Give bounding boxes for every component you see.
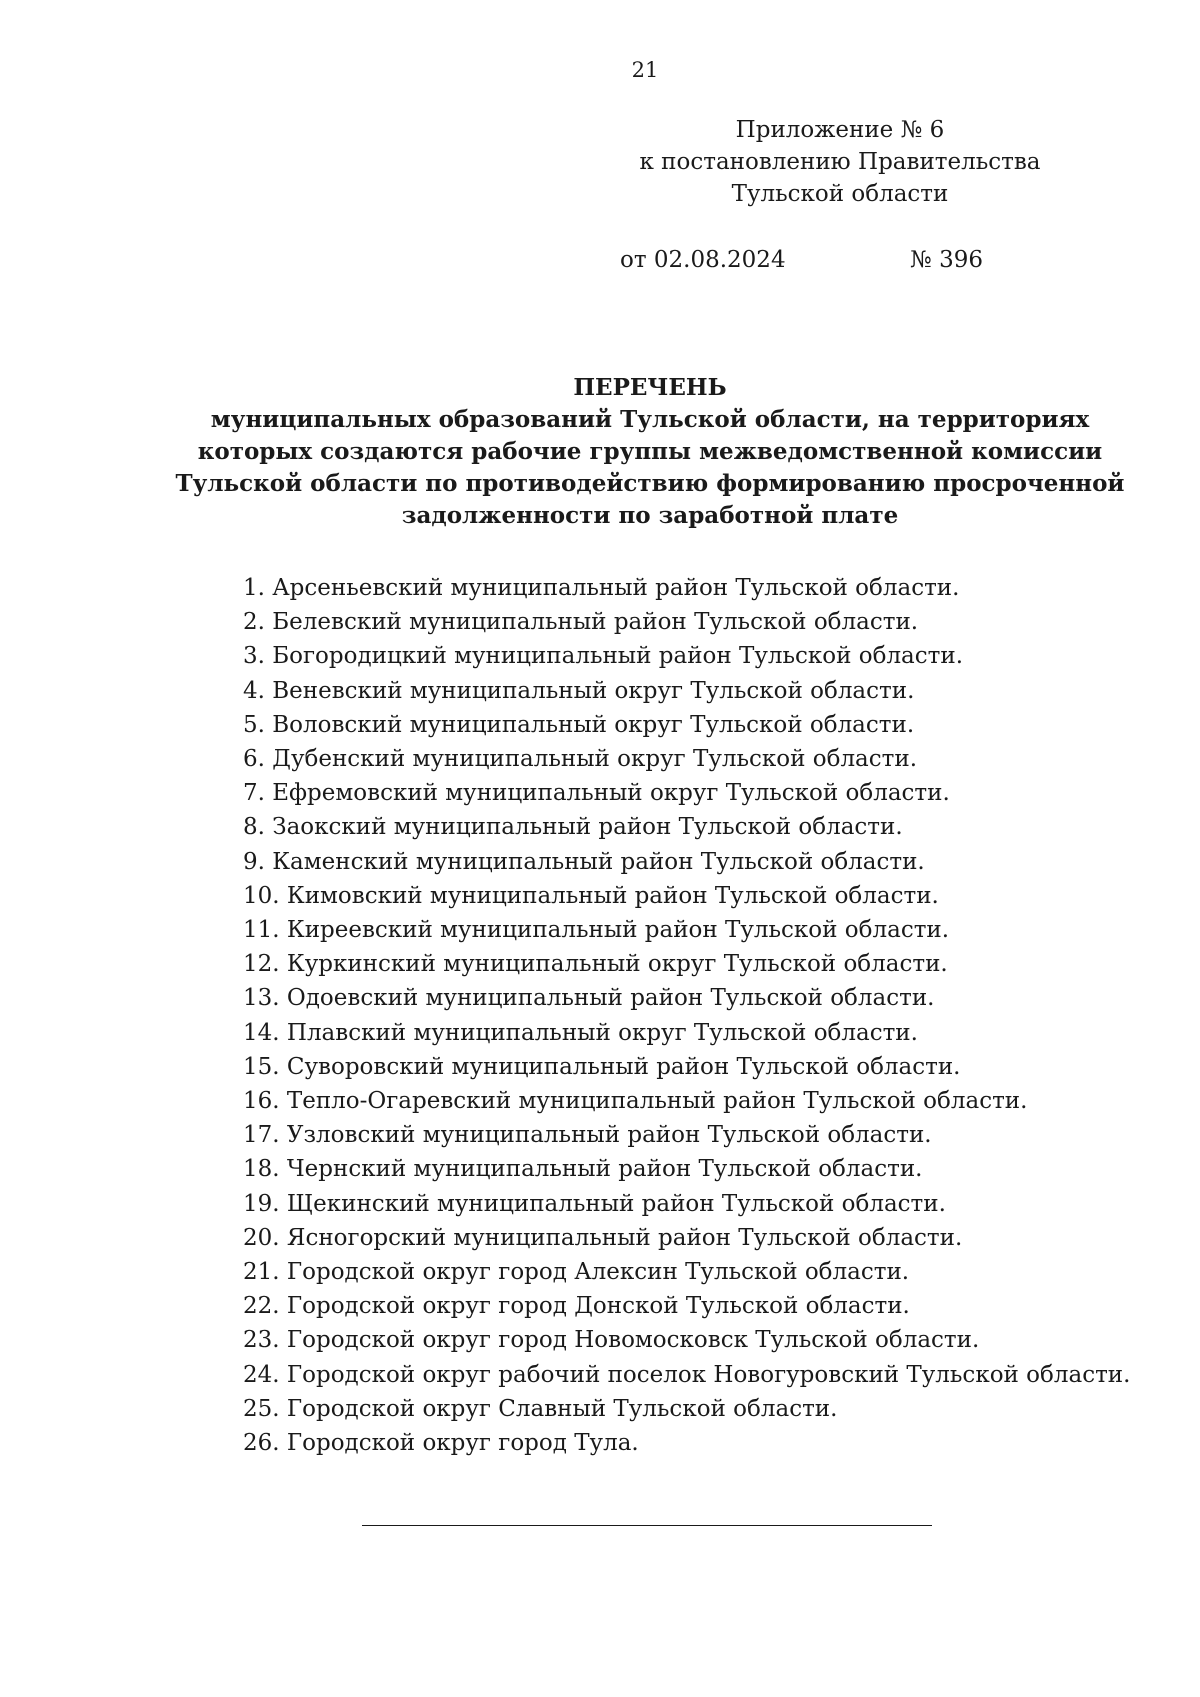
title-line: которых создаются рабочие группы межведомственной комиссии xyxy=(197,438,1103,465)
list-item: 15. Суворовский муниципальный район Тульской области. xyxy=(243,1053,961,1080)
list-item: 13. Одоевский муниципальный район Тульской области. xyxy=(243,985,935,1012)
list-item: 10. Кимовский муниципальный район Тульской области. xyxy=(243,882,939,909)
title-line: муниципальных образований Тульской области, на территориях xyxy=(210,406,1090,433)
list-item: 20. Ясногорский муниципальный район Тульской области. xyxy=(243,1224,963,1251)
decree-number: № 396 xyxy=(910,247,983,273)
list-item: 25. Городской округ Славный Тульской области. xyxy=(243,1395,838,1422)
appendix-line: к постановлению Правительства xyxy=(639,149,1041,175)
list-item: 14. Плавский муниципальный округ Тульской области. xyxy=(243,1019,918,1046)
end-divider xyxy=(362,1525,932,1526)
appendix-note xyxy=(630,114,1050,210)
list-item: 24. Городской округ рабочий поселок Новогуровский Тульской области. xyxy=(243,1361,1131,1388)
title-heading: ПЕРЕЧЕНЬ xyxy=(573,374,727,401)
list-item: 7. Ефремовский муниципальный округ Тульской области. xyxy=(243,780,950,807)
list-item: 26. Городской округ город Тула. xyxy=(243,1430,639,1457)
list-item: 17. Узловский муниципальный район Тульской области. xyxy=(243,1122,932,1149)
list-item: 2. Белевский муниципальный район Тульской области. xyxy=(243,609,919,636)
decree-date: от 02.08.2024 xyxy=(620,247,786,273)
list-item: 11. Киреевский муниципальный район Тульской области. xyxy=(243,917,950,944)
list-item: 21. Городской округ город Алексин Тульской области. xyxy=(243,1259,910,1286)
title-line: Тульской области по противодействию формированию просроченной xyxy=(175,470,1125,497)
decree-date-number xyxy=(620,244,1040,276)
list-item: 8. Заокский муниципальный район Тульской области. xyxy=(243,814,903,841)
title-line: задолженности по заработной плате xyxy=(401,502,899,529)
list-item: 6. Дубенский муниципальный округ Тульской области. xyxy=(243,746,918,773)
list-item: 22. Городской округ город Донской Тульской области. xyxy=(243,1293,910,1320)
list-item: 1. Арсеньевский муниципальный район Тульской области. xyxy=(243,575,960,601)
appendix-line: Тульской области xyxy=(731,181,949,207)
list-item: 16. Тепло-Огаревский муниципальный район Тульской области. xyxy=(243,1088,1028,1115)
list-item: 4. Веневский муниципальный округ Тульской области. xyxy=(243,677,915,704)
page-number: 21 xyxy=(631,58,659,82)
list-item: 3. Богородицкий муниципальный район Тульской области. xyxy=(243,643,964,670)
list-item: 12. Куркинский муниципальный округ Тульской области. xyxy=(243,951,948,978)
list-item: 18. Чернский муниципальный район Тульской области. xyxy=(243,1156,923,1183)
document-title xyxy=(150,372,1150,532)
municipality-list xyxy=(243,571,1130,1460)
appendix-line: Приложение № 6 xyxy=(735,117,945,143)
list-item: 19. Щекинский муниципальный район Тульской области. xyxy=(243,1190,946,1217)
list-item: 9. Каменский муниципальный район Тульской области. xyxy=(243,848,925,875)
list-item: 23. Городской округ город Новомосковск Тульской области. xyxy=(243,1327,980,1354)
list-item: 5. Воловский муниципальный округ Тульской области. xyxy=(243,711,915,738)
